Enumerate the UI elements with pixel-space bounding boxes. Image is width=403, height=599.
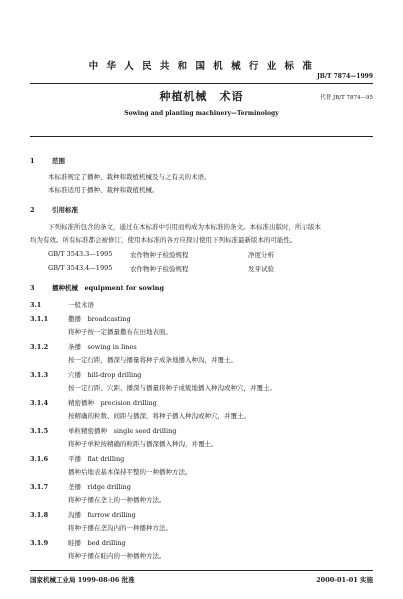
- section-1-para-2: 本标准适用于播种、栽种和栽植机械。: [48, 186, 159, 194]
- clause-definition: 按一定行距，播深与播量将种子成条地播入种沟，并覆土。: [68, 356, 237, 364]
- clause-term-text: 单粒精密播种 single seed drilling: [68, 427, 177, 435]
- clause-number: 3.1.3: [30, 371, 49, 379]
- clause-term: [30, 398, 157, 407]
- section-title: 范围: [52, 157, 65, 165]
- section-number: 3: [30, 284, 35, 292]
- section-2-heading: [30, 205, 78, 214]
- clause-number: 3.1.8: [30, 511, 49, 519]
- clause-number: 3.1: [30, 301, 42, 309]
- clause-term: [30, 314, 131, 323]
- clause-term: [30, 510, 136, 519]
- clause-number: 3.1.9: [30, 539, 49, 547]
- effective-date: 2000-01-01 实施: [316, 576, 373, 584]
- clause-term: [30, 426, 176, 435]
- clause-definition: 将种子播在畦内的一种播种方法。: [68, 552, 166, 560]
- standard-number: JB/T 7874—1999: [316, 73, 373, 80]
- reference-row: [48, 264, 112, 272]
- section-1-heading: [30, 156, 65, 165]
- section-number: 1: [30, 157, 35, 165]
- section-2-para-line-2: 均为有效。所有标准都会被修订，使用本标准的各方应探讨使用下列标准最新版本的可能性。: [30, 236, 297, 244]
- document-title-en: Sowing and planting machinery—Terminology: [124, 110, 279, 117]
- clause-definition: 将种子按一定播量撒布在田地表面。: [68, 328, 172, 336]
- clause-term-text: 畦播 bed drilling: [68, 539, 126, 547]
- clause-number: 3.1.1: [30, 315, 49, 323]
- clause-number: 3.1.4: [30, 399, 49, 407]
- clause-term: [30, 482, 131, 491]
- document-title: 种植机械 术语: [159, 90, 244, 103]
- section-2-para-line-1: 下列标准所包含的条文，通过在本标准中引用而构成为本标准的条文。本标准出版时，所示版本: [48, 223, 321, 231]
- section-title: 引用标准: [52, 206, 78, 214]
- clause-definition: 播种后地表基本保持平整的一种播种方法。: [68, 468, 192, 476]
- reference-name: 农作物种子检验规程 发芽试验: [130, 265, 274, 273]
- section-1-para-1: 本标准规定了播种、栽种和栽植机械及与之有关的术语。: [48, 173, 211, 181]
- clause-term-text: 条播 sowing in lines: [68, 343, 137, 351]
- clause-term: [30, 370, 141, 379]
- section-3-heading: [30, 283, 164, 292]
- reference-code: GB/T 3543.4—1995: [48, 264, 113, 272]
- section-title: 播种机械 equipment for sowing: [52, 284, 165, 292]
- clause-definition: 按一定行距、穴距、播深与播量将种子成簇地播入种沟或种穴，并覆土。: [68, 384, 276, 392]
- clause-definition: 将种子单粒按精确的粒距与播深播入种沟，并覆土。: [68, 440, 218, 448]
- approval-line: 国家机械工业局 1999-08-06 批准: [30, 576, 135, 584]
- subsection-3-1-heading: [30, 300, 94, 309]
- header-rule-bottom: [30, 136, 373, 137]
- subsection-title: 一般术语: [68, 301, 94, 309]
- clause-number: 3.1.2: [30, 343, 49, 351]
- clause-term: [30, 538, 126, 547]
- clause-term-text: 精密播种 precision drilling: [68, 399, 157, 407]
- clause-number: 3.1.7: [30, 483, 49, 491]
- clause-number: 3.1.5: [30, 427, 49, 435]
- clause-term: [30, 342, 137, 351]
- clause-number: 3.1.6: [30, 455, 49, 463]
- reference-name: 农作物种子检验规程 净度分析: [130, 251, 274, 259]
- section-number: 2: [30, 206, 35, 214]
- clause-definition: 将种子播在垄上的一种播种方法。: [68, 496, 166, 504]
- clause-definition: 按精确的粒数、间距与播深，将种子播入种沟或种穴，并覆土。: [68, 412, 250, 420]
- clause-term-text: 平播 flat drilling: [68, 455, 125, 463]
- clause-term: [30, 454, 124, 463]
- clause-term-text: 沟播 furrow drilling: [68, 511, 136, 519]
- header-rule-top: [30, 83, 373, 84]
- clause-term-text: 穴播 hill-drop drilling: [68, 371, 142, 379]
- clause-term-text: 垄播 ridge drilling: [68, 483, 131, 491]
- reference-part: 发芽试验: [248, 265, 274, 273]
- reference-part: 净度分析: [248, 251, 274, 259]
- clause-term-text: 撒播 broadcasting: [68, 315, 131, 323]
- standard-header: 中 华 人 民 共 和 国 机 械 行 业 标 准: [88, 61, 315, 72]
- reference-code: GB/T 3543.3—1995: [48, 250, 113, 258]
- replaces-note: 代替 JB/T 7874—95: [320, 95, 373, 101]
- reference-row: [48, 250, 112, 258]
- clause-definition: 将种子播在垄沟内的一种播种方法。: [68, 524, 172, 532]
- footer-rule: [30, 570, 373, 571]
